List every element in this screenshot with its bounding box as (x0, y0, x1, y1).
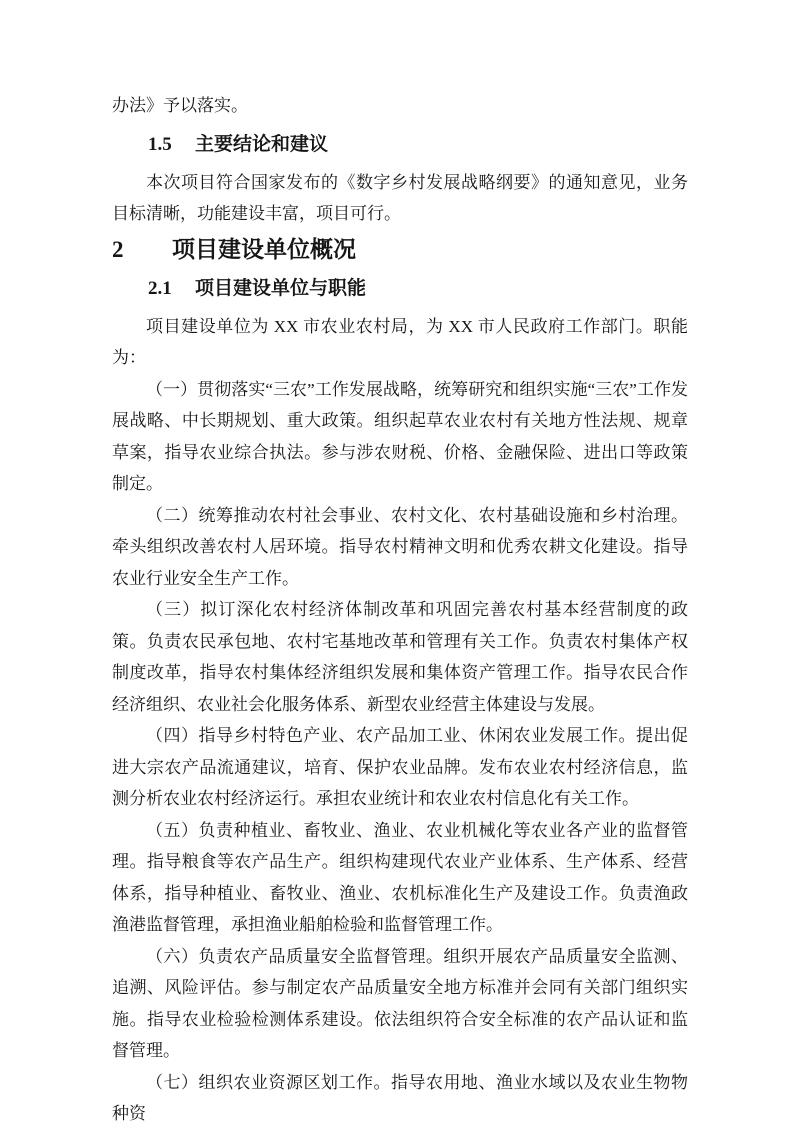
heading-number: 2 (112, 236, 124, 262)
paragraph-unit-intro: 项目建设单位为 XX 市农业农村局，为 XX 市人民政府工作部门。职能为： (112, 316, 688, 367)
heading-number: 2.1 (148, 277, 172, 299)
heading-title: 主要结论和建议 (195, 133, 329, 155)
section-heading-1-5 (112, 131, 688, 158)
paragraph-duty-2: （二）统筹推动农村社会事业、农村文化、农村基础设施和乡村治理。牵头组织改善农村人居环境。指导农村精神文明和优秀农耕文化建设。指导农业行业安全生产工作。 (112, 505, 688, 588)
paragraph-duty-7: （七）组织农业资源区划工作。指导农用地、渔业水域以及农业生物物种资 (112, 1072, 688, 1122)
chapter-heading-2 (112, 234, 688, 266)
paragraph-conclusion: 本次项目符合国家发布的《数字乡村发展战略纲要》的通知意见，业务目标清晰，功能建设丰富，项目可行。 (112, 172, 688, 223)
heading-number: 1.5 (148, 133, 172, 155)
paragraph-duty-5: （五）负责种植业、畜牧业、渔业、农业机械化等农业各产业的监督管理。指导粮食等农产品生产。组织构建现代农业产业体系、生产体系、经营体系，指导种植业、畜牧业、渔业、农机标准化生产及建设工作。负责渔政渔港监督管理，承担渔业船舶检验和监督管理工作。 (112, 820, 688, 934)
section-heading-2-1 (112, 275, 688, 302)
paragraph-duty-1: （一）贯彻落实“三农”工作发展战略，统筹研究和组织实施“三农”工作发展战略、中长期规划、重大政策。组织起草农业农村有关地方性法规、规章草案，指导农业综合执法。参与涉农财税、价格、金融保险、进出口等政策制定。 (112, 379, 688, 493)
heading-title: 项目建设单位与职能 (195, 277, 367, 299)
paragraph-continuation: 办法》予以落实。 (112, 96, 248, 115)
paragraph-duty-4: （四）指导乡村特色产业、农产品加工业、休闲农业发展工作。提出促进大宗农产品流通建议，培育、保护农业品牌。发布农业农村经济信息，监测分析农业农村经济运行。承担农业统计和农业农村信息化有关工作。 (112, 726, 688, 808)
heading-title: 项目建设单位概况 (172, 236, 356, 262)
document-content (112, 90, 688, 1122)
paragraph-duty-3: （三）拟订深化农村经济体制改革和巩固完善农村基本经营制度的政策。负责农民承包地、农村宅基地改革和管理有关工作。负责农村集体产权制度改革，指导农村集体经济组织发展和集体资产管理工作。指导农民合作经济组织、农业社会化服务体系、新型农业经营主体建设与发展。 (112, 600, 688, 714)
paragraph-duty-6: （六）负责农产品质量安全监督管理。组织开展农产品质量安全监测、追溯、风险评估。参与制定农产品质量安全地方标准并会同有关部门组织实施。指导农业检验检测体系建设。依法组织符合安全标准的农产品认证和监督管理。 (112, 946, 688, 1060)
